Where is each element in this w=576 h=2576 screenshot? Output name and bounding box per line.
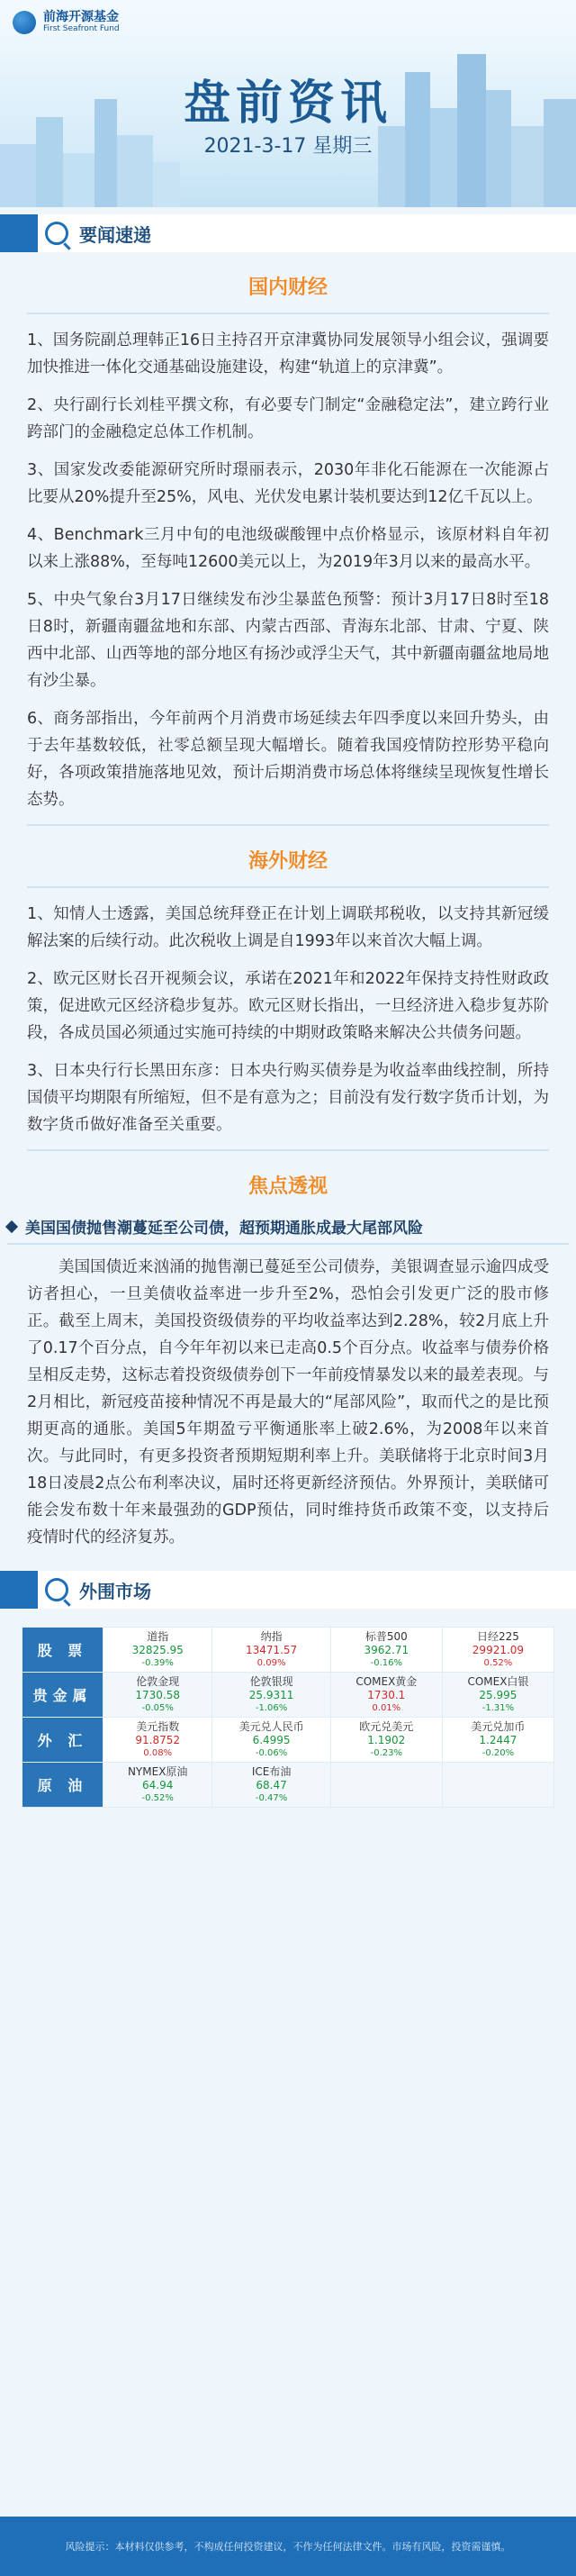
market-row-label: 原 油: [22, 1763, 104, 1808]
market-cell: [330, 1628, 442, 1673]
market-item-name: 美元指数: [136, 1720, 180, 1733]
market-item-name: NYMEX原油: [127, 1765, 188, 1778]
market-cell: [330, 1718, 442, 1763]
section-band-news: [0, 214, 576, 252]
market-cell: [330, 1673, 442, 1718]
brand-logo: [13, 11, 120, 34]
overseas-item: 3、日本央行行长黑田东彦：日本央行购买债券是为收益率曲线控制，所持国债平均期限有所缩短，但不是有意为之；目前没有发行数字货币计划，为数字货币做好准备至关重要。: [27, 1062, 549, 1134]
market-item-value: 3962.71: [364, 1644, 410, 1656]
section-band-market: [0, 1571, 576, 1609]
market-cell: [330, 1763, 442, 1808]
market-cell: [104, 1628, 212, 1673]
section-label-market: 外围市场: [79, 1580, 151, 1602]
domestic-title: 国内财经: [27, 272, 549, 314]
market-item-change: -0.06%: [255, 1748, 288, 1758]
overseas-item: 1、知情人士透露，美国总统拜登正在计划上调联邦税收，以支持其新冠缓解法案的后续行动。此次税收上调是自1993年以来首次大幅上调。: [27, 905, 549, 950]
market-item-name: 美元兑加币: [471, 1720, 526, 1733]
market-item-change: 0.01%: [372, 1703, 401, 1713]
market-item-change: -0.39%: [141, 1658, 174, 1668]
market-row-label: 外 汇: [22, 1718, 104, 1763]
market-cell: [212, 1628, 330, 1673]
market-item-name: 美元兑人民币: [238, 1720, 304, 1733]
market-item-value: 29921.09: [472, 1644, 525, 1656]
market-item-name: 欧元兑美元: [359, 1720, 414, 1733]
issue-date: 2021-3-17 星期三: [203, 135, 373, 158]
market-item-name: COMEX黄金: [356, 1675, 418, 1688]
market-item-change: -0.20%: [482, 1748, 515, 1758]
diamond-bullet-icon: [5, 1220, 18, 1232]
market-row: [22, 1628, 554, 1673]
market-item-value: 25.9311: [248, 1689, 294, 1701]
market-item-name: COMEX白银: [467, 1675, 529, 1688]
market-item-value: 64.94: [142, 1779, 174, 1791]
domestic-item: 5、中央气象台3月17日继续发布沙尘暴蓝色预警：预计3月17日8时至18日8时，新疆南疆盆地和东部、内蒙古西部、青海东北部、甘肃、宁夏、陕西中北部、山西等地的部分地区有扬沙或浮尘天气，其中新疆南疆盆地局地有沙尘暴。: [27, 591, 549, 690]
market-item-name: 道指: [147, 1630, 169, 1643]
market-item-value: 1.1902: [367, 1734, 406, 1746]
market-item-change: -1.06%: [255, 1703, 288, 1713]
market-item-change: -0.23%: [370, 1748, 402, 1758]
market-item-name: 标普500: [364, 1630, 408, 1643]
market-item-value: 32825.95: [131, 1644, 184, 1656]
market-item-name: 伦敦银现: [249, 1675, 293, 1688]
market-item-change: -0.05%: [141, 1703, 174, 1713]
band-accent-bar: [0, 214, 38, 252]
market-row-label: 贵金属: [22, 1673, 104, 1718]
band-accent-bar: [0, 1571, 38, 1609]
market-item-change: 0.08%: [143, 1748, 173, 1758]
market-item-name: ICE布油: [251, 1765, 292, 1778]
market-item-change: 0.09%: [256, 1658, 286, 1668]
market-cell: [212, 1763, 330, 1808]
market-item-change: -1.31%: [482, 1703, 515, 1713]
market-item-value: 13471.57: [245, 1644, 298, 1656]
market-row: [22, 1763, 554, 1808]
market-item-change: -0.47%: [255, 1793, 288, 1803]
domestic-item: 1、国务院副总理韩正16日主持召开京津冀协同发展领导小组会议，强调要加快推进一体化交通基础设施建设，构建“轨道上的京津冀”。: [27, 331, 549, 376]
risk-disclaimer: 风险提示：本材料仅供参考，不构成任何投资建议，不作为任何法律文件。市场有风险，投资需谨慎。: [0, 2517, 576, 2576]
domestic-item: 2、央行副行长刘桂平撰文称，有必要专门制定“金融稳定法”，建立跨行业跨部门的金融稳定总体工作机制。: [27, 396, 549, 441]
market-cell: [104, 1673, 212, 1718]
market-row: [22, 1673, 554, 1718]
market-item-change: -0.16%: [370, 1658, 402, 1668]
overseas-title: 海外财经: [27, 846, 549, 888]
market-cell: [212, 1673, 330, 1718]
brand-logo-icon: [13, 11, 36, 34]
market-cell: [442, 1673, 554, 1718]
market-cell: [104, 1763, 212, 1808]
header-banner: [0, 0, 576, 207]
section-label-news: 要闻速递: [79, 223, 151, 246]
market-cell: [442, 1718, 554, 1763]
market-item-value: 6.4995: [252, 1734, 291, 1746]
market-item-value: 25.995: [479, 1689, 518, 1701]
market-item-value: 68.47: [256, 1779, 287, 1791]
domestic-item: 3、国家发改委能源研究所时璟丽表示，2030年非化石能源在一次能源占比要从20%提升至25%，风电、光伏发电累计装机要达到12亿千瓦以上。: [27, 461, 549, 506]
market-item-name: 伦敦金现: [136, 1675, 180, 1688]
market-item-change: 0.52%: [483, 1658, 513, 1668]
search-icon: [45, 1578, 68, 1601]
market-item-name: 纳指: [260, 1630, 283, 1643]
market-item-change: -0.52%: [141, 1793, 174, 1803]
overseas-item: 2、欧元区财长召开视频会议，承诺在2021年和2022年保持支持性财政政策，促进欧元区经济稳步复苏。欧元区财长指出，一旦经济进入稳步复苏阶段，各成员国必须通过实施可持续的中期财政策略来解决公共债务问题。: [27, 970, 549, 1042]
market-item-value: 1730.1: [367, 1689, 406, 1701]
market-table: [22, 1627, 554, 1808]
market-cell: [212, 1718, 330, 1763]
market-cell: [442, 1628, 554, 1673]
page-title: 盘前资讯: [183, 76, 392, 131]
market-cell: [104, 1718, 212, 1763]
focus-body: 美国国债近来汹涌的抛售潮已蔓延至公司债券，美银调查显示逾四成受访者担心，一旦美债收益率进一步升至2%，恐怕会引发更广泛的股市修正。截至上周末，美国投资级债券的平均收益率达到2.28%，较2月底上升了0.17个百分点，自今年年初以来已走高0.5个百分点。收益率与债券价格呈相反走势，这标志着投资级债券创下一年前疫情暴发以来的最差表现。与2月相比，新冠疫苗接种情况不再是最大的“尾部风险”，取而代之的是比预期更高的通胀。美国5年期盈亏平衡通胀率上破2.6%，为2008年以来首次。与此同时，有更多投资者预期短期利率上升。美联储将于北京时间3月18日凌晨2点公布利率决议，届时还将更新经济预估。外界预计，美联储可能会发布数十年来最强劲的GDP预估，同时维持货币政策不变，以支持后疫情时代的经济复苏。: [27, 1258, 549, 1547]
search-icon: [45, 222, 68, 245]
domestic-item: 6、商务部指出，今年前两个月消费市场延续去年四季度以来回升势头，由于去年基数较低，社零总额呈现大幅增长。随着我国疫情防控形势平稳向好，各项政策措施落地见效，预计后期消费市场总体将继续呈现恢复性增长态势。: [27, 710, 549, 809]
section-divider: [27, 824, 549, 826]
market-row-label: 股 票: [22, 1628, 104, 1673]
market-row: [22, 1718, 554, 1763]
news-content: [0, 272, 576, 1551]
market-item-value: 91.8752: [135, 1734, 180, 1746]
brand-name-en: First Seafront Fund: [43, 23, 120, 33]
market-item-value: 1.2447: [479, 1734, 518, 1746]
focus-title: 焦点透视: [248, 1175, 328, 1198]
market-cell: [442, 1763, 554, 1808]
market-item-value: 1730.58: [135, 1689, 180, 1701]
domestic-item: 4、Benchmark三月中旬的电池级碳酸锂中点价格显示，该原材料自年初以来上涨88%，至每吨12600美元以上，为2019年3月以来的最高水平。: [27, 526, 549, 571]
market-item-name: 日经225: [476, 1630, 519, 1643]
focus-headline-text: 美国国债抛售潮蔓延至公司债，超预期通胀成最大尾部风险: [25, 1220, 423, 1238]
focus-headline: [7, 1215, 569, 1245]
brand-name-cn: 前海开源基金: [43, 10, 119, 25]
section-divider: [27, 1149, 549, 1151]
